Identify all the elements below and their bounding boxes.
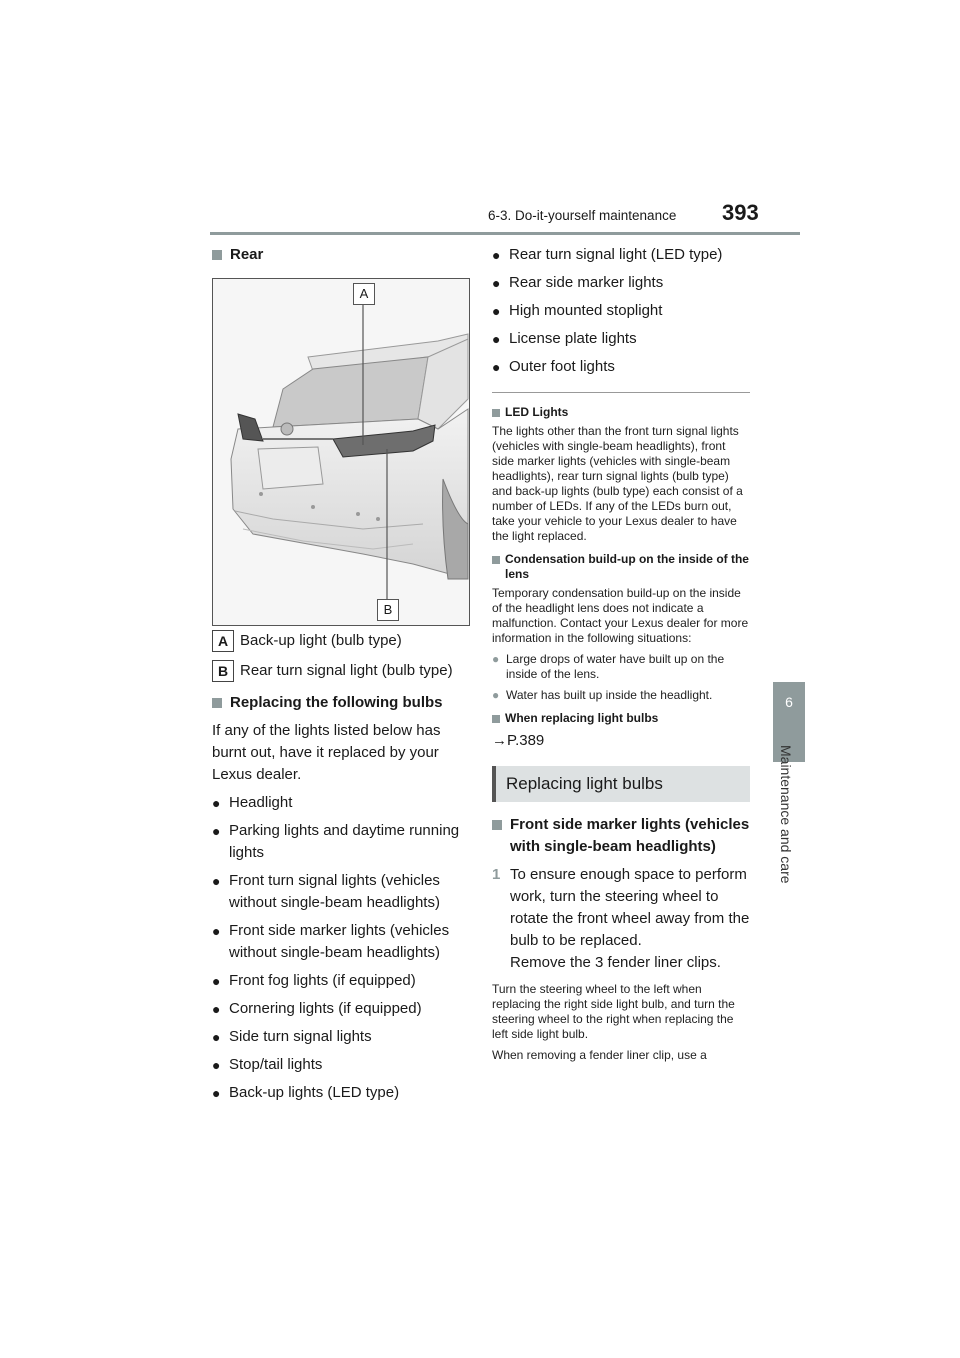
legend-letter: A xyxy=(212,630,234,652)
list-item: ● Front turn signal lights (vehicles without single-beam headlights) xyxy=(212,870,470,914)
square-bullet-icon xyxy=(492,715,500,723)
square-bullet-icon xyxy=(492,409,500,417)
square-bullet-icon xyxy=(212,250,222,260)
replacing-heading: Replacing the following bulbs xyxy=(212,692,470,714)
list-item: ● License plate lights xyxy=(492,328,750,350)
right-column xyxy=(492,244,750,1063)
bullet-dot-icon: ● xyxy=(492,688,500,702)
legend-letter: B xyxy=(212,660,234,682)
callout-b: B xyxy=(377,599,399,621)
square-bullet-icon xyxy=(492,556,500,564)
condensation-text: Temporary condensation build-up on the inside of the headlight lens does not indicate a malfunction. Contact your Lexus dealer for more information in the following situations: xyxy=(492,586,749,645)
rear-lights-illustration xyxy=(212,278,470,626)
bullet-dot-icon: ● xyxy=(212,1001,221,1017)
bullet-dot-icon: ● xyxy=(212,923,221,939)
page-reference-link[interactable]: →P.389 xyxy=(492,732,545,749)
list-item: ● Rear side marker lights xyxy=(492,272,750,294)
condensation-item: ● Water has built up inside the headlight. xyxy=(492,688,713,702)
led-heading: LED Lights xyxy=(492,405,750,420)
step-text: To ensure enough space to perform work, turn the steering wheel to rotate the front wheel away from the bulb to be replaced. xyxy=(510,866,750,949)
replacing-text: If any of the lights listed below has burnt out, have it replaced by your Lexus dealer. xyxy=(212,722,441,783)
bullet-dot-icon: ● xyxy=(492,359,501,375)
chapter-tab-label: Maintenance and care xyxy=(778,745,794,884)
note-text: When removing a fender liner clip, use a xyxy=(492,1048,707,1062)
square-bullet-icon xyxy=(212,698,222,708)
bullet-dot-icon: ● xyxy=(492,247,501,263)
legend-text: Rear turn signal light (bulb type) xyxy=(240,662,453,679)
square-bullet-icon xyxy=(492,820,502,830)
step-number: 1 xyxy=(492,866,501,883)
bullet-dot-icon: ● xyxy=(492,652,500,666)
bullet-dot-icon: ● xyxy=(492,331,501,347)
step-item xyxy=(492,864,750,974)
section-title: Replacing light bulbs xyxy=(492,766,750,802)
list-item: ● Cornering lights (if equipped) xyxy=(212,998,470,1020)
bullet-dot-icon: ● xyxy=(212,1057,221,1073)
bullet-dot-icon: ● xyxy=(492,303,501,319)
list-item: ● Parking lights and daytime running lights xyxy=(212,820,470,864)
list-item: ● Front fog lights (if equipped) xyxy=(212,970,470,992)
condensation-item: ● Large drops of water have built up on the inside of the lens. xyxy=(492,652,725,681)
bullet-dot-icon: ● xyxy=(212,795,221,811)
legend-item-a xyxy=(212,630,470,652)
list-item: ● Back-up lights (LED type) xyxy=(212,1082,470,1104)
bullet-dot-icon: ● xyxy=(212,1085,221,1101)
list-item: ● Outer foot lights xyxy=(492,356,750,378)
page-number: 393 xyxy=(722,200,759,225)
bulb-list xyxy=(212,792,470,1104)
list-item: ● Headlight xyxy=(212,792,470,814)
list-item: ● Front side marker lights (vehicles without single-beam headlights) xyxy=(212,920,470,964)
when-heading: When replacing light bulbs xyxy=(492,711,750,726)
legend-item-b xyxy=(212,660,470,682)
list-item: ● Side turn signal lights xyxy=(212,1026,470,1048)
list-item: ● Stop/tail lights xyxy=(212,1054,470,1076)
list-item: ● High mounted stoplight xyxy=(492,300,750,322)
legend-text: Back-up light (bulb type) xyxy=(240,632,402,649)
bullet-dot-icon: ● xyxy=(212,873,221,889)
car-rear-drawing xyxy=(213,279,469,625)
note-text: Turn the steering wheel to the left when replacing the right side light bulb, and turn the steering wheel to the right when replacing the left side light bulb. xyxy=(492,982,735,1041)
divider xyxy=(492,392,750,393)
left-column xyxy=(212,244,470,1104)
list-item: ● Rear turn signal light (LED type) xyxy=(492,244,750,266)
bullet-dot-icon: ● xyxy=(212,973,221,989)
step-text: Remove the 3 fender liner clips. xyxy=(510,954,721,971)
rear-heading: Rear xyxy=(212,244,470,266)
condensation-heading: Condensation build-up on the inside of the lens xyxy=(492,552,750,582)
bullet-dot-icon: ● xyxy=(492,275,501,291)
callout-a: A xyxy=(353,283,375,305)
section-header: 6-3. Do-it-yourself maintenance xyxy=(488,208,677,223)
bullet-dot-icon: ● xyxy=(212,823,221,839)
bullet-dot-icon: ● xyxy=(212,1029,221,1045)
led-text: The lights other than the front turn signal lights (vehicles with single-beam headlights), front side marker lights (vehicles with single-beam headlights), rear turn signal lights (bulb type) and back-up lights (bulb type) each consist of a number of LEDs. If any of the LEDs burn out, take your vehicle to your Lexus dealer to have the light replaced. xyxy=(492,424,743,543)
front-marker-heading: Front side marker lights (vehicles with single-beam headlights) xyxy=(492,814,750,858)
header-rule xyxy=(210,232,800,235)
bulb-list-continued xyxy=(492,244,750,378)
chapter-number: 6 xyxy=(785,694,793,710)
